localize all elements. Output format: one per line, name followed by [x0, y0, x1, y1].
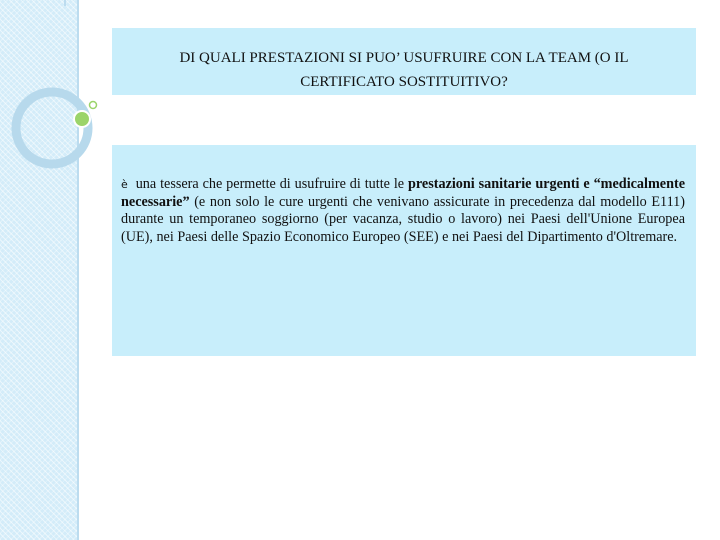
slide-title — [112, 28, 696, 95]
small-ring-icon — [90, 102, 97, 109]
title-line-2: CERTIFICATO SOSTITUITIVO? — [300, 74, 508, 90]
body-text-intro: una tessera che permette di usufruire di tutte le — [131, 176, 408, 192]
body-text-rest: (e non solo le cure urgenti che venivano assicurate in precedenza dal modello E111) durante un temporaneo soggiorno (per vacanza, studio o lavoro) nei Paesi dell'Unione Europea (UE), nei Paesi delle Spazio Economico Europeo (SEE) e nei Paesi del Dipartimento d'Oltremare. — [121, 193, 685, 246]
bullet-glyph: è — [121, 178, 128, 191]
body-text-box — [112, 145, 696, 356]
large-ring-icon — [16, 92, 88, 164]
green-dot-icon — [74, 111, 90, 127]
title-line-1: DI QUALI PRESTAZIONI SI PUO’ USUFRUIRE CON LA TEAM (O IL — [179, 50, 629, 66]
body-text-emphasis: prestazioni sanitarie urgenti e “medicalmente necessarie” — [121, 176, 685, 210]
decorative-circles — [0, 0, 120, 200]
